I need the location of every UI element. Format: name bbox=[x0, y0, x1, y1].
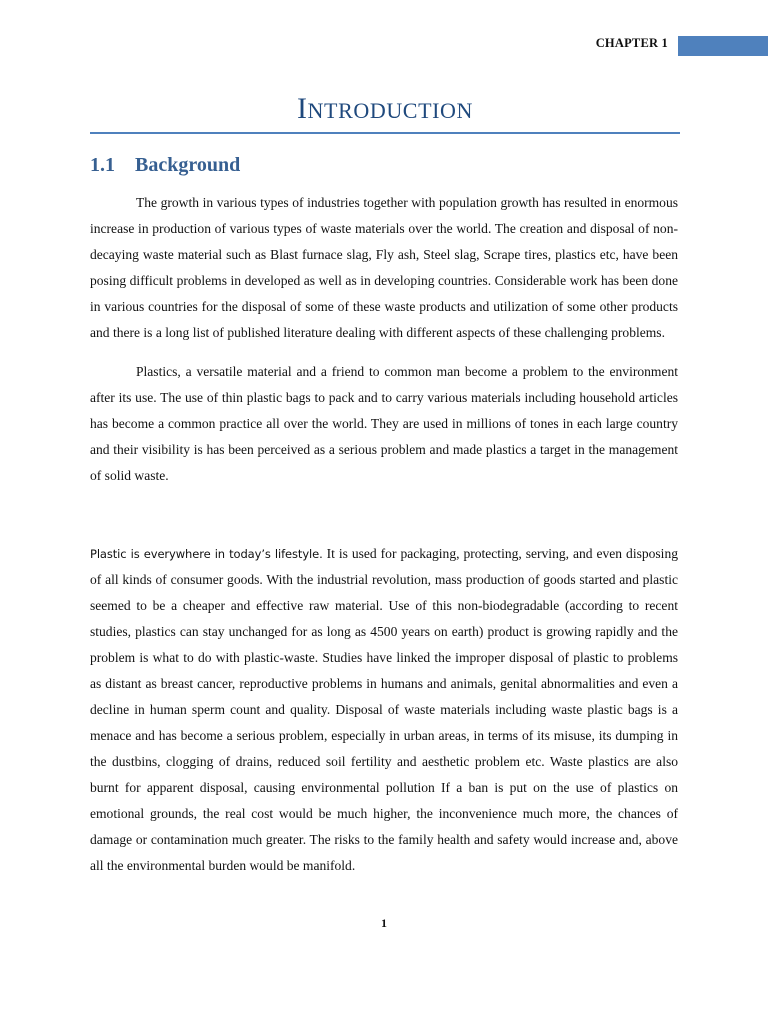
paragraph-3 bbox=[90, 541, 678, 879]
paragraph-1: The growth in various types of industries together with population growth has resulted in enormous increase in production of various types of waste materials over the world. The creation and disposal of non-decaying waste material such as Blast furnace slag, Fly ash, Steel slag, Scrape tires, plastics etc, have been posing difficult problems in developed as well as in developing countries. Considerable work has been done in various countries for the disposal of some of these waste products and utilization of some other products and there is a long list of published literature dealing with different aspects of these challenging problems. bbox=[90, 195, 678, 340]
section-title: Background bbox=[135, 154, 241, 176]
chapter-accent-bar bbox=[678, 36, 768, 56]
chapter-label: CHAPTER 1 bbox=[595, 36, 668, 50]
section-heading bbox=[90, 154, 240, 177]
paragraph-2: Plastics, a versatile material and a friend to common man become a problem to the environment after its use. The use of thin plastic bags to pack and to carry various materials including household articles has become a common practice all over the world. They are used in millions of tones in each large country and their visibility is has been perceived as a serious problem and made plastics a target in the management of solid waste. bbox=[90, 364, 678, 483]
page-number: 1 bbox=[381, 916, 387, 930]
title-first-letter: I bbox=[296, 92, 308, 125]
title-rest: NTRODUCTION bbox=[307, 98, 474, 123]
title-underline bbox=[90, 132, 680, 134]
paragraph-3-body: It is used for packaging, protecting, serving, and even disposing of all kinds of consumer goods. With the industrial revolution, mass production of goods started and plastic seemed to be a cheaper and effective raw material. Use of this non-biodegradable (according to recent studies, plastics can stay unchanged for as long as 4500 years on earth) product is growing rapidly and the problem is what to do with plastic-waste. Studies have linked the improper disposal of plastic to problems as distant as breast cancer, reproductive problems in humans and animals, genital abnormalities and even a decline in human sperm count and quality. Disposal of waste materials including waste plastic bags is a menace and has become a serious problem, especially in urban areas, in terms of its misuse, its dumping in the dustbins, clogging of drains, reduced soil fertility and aesthetic problem etc. Waste plastics are also burnt for apparent disposal, causing environmental pollution If a ban is put on the use of plastics on emotional grounds, the real cost would be much higher, the inconvenience much more, the chances of damage or contamination much greater. The risks to the family health and safety would increase and, above all the environmental burden would be manifold. bbox=[90, 546, 678, 873]
paragraph-3-lead: Plastic is everywhere in today’s lifestyle. bbox=[90, 547, 323, 561]
page-title bbox=[90, 92, 680, 126]
section-number: 1.1 bbox=[90, 154, 115, 176]
